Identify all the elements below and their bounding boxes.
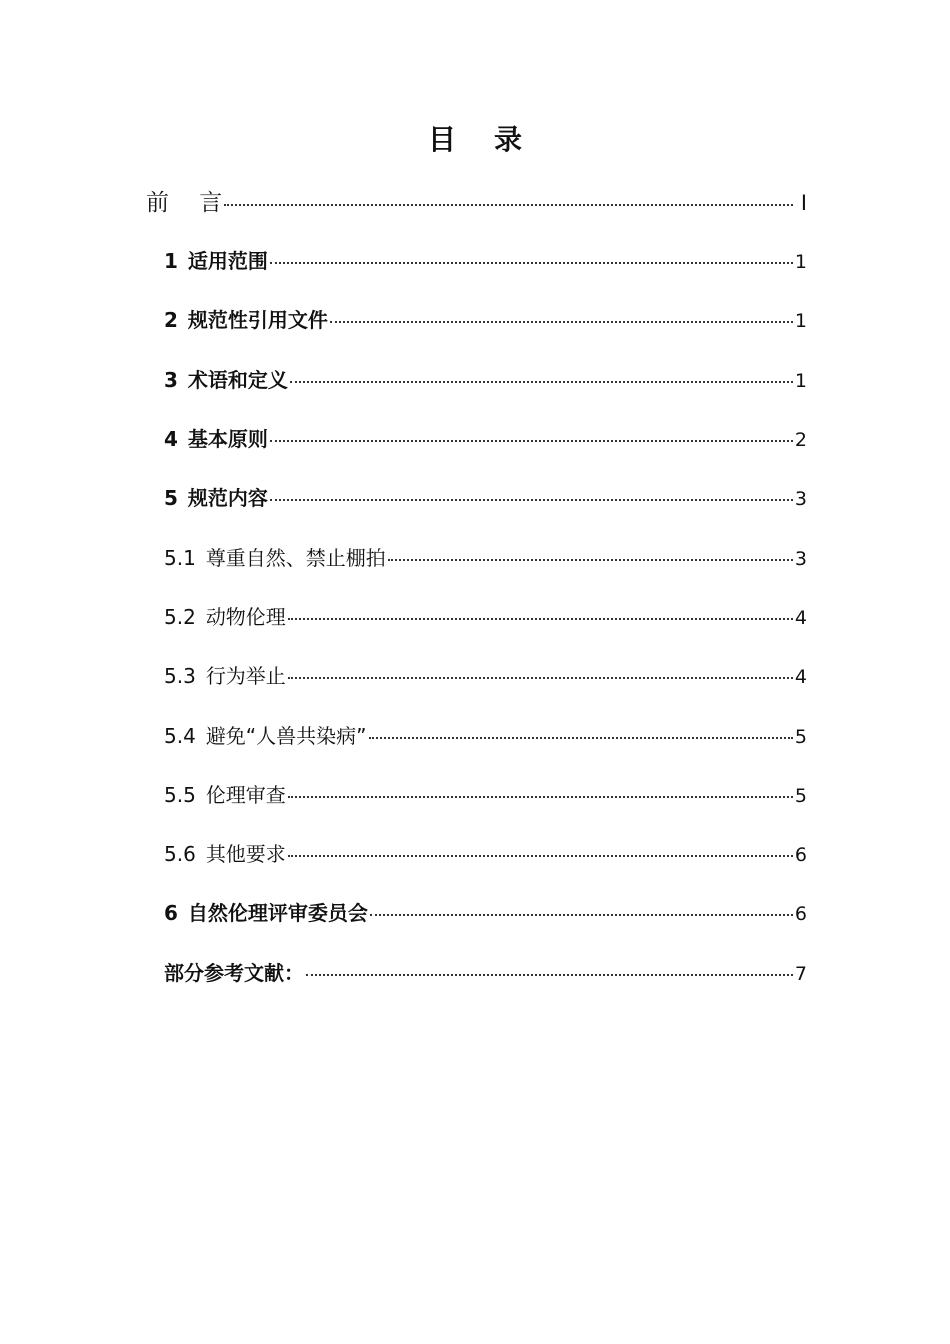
toc-entry-number: 5.6 — [164, 842, 196, 866]
toc-page-number: 2 — [794, 429, 807, 451]
toc-entry-number: 5.1 — [164, 546, 196, 570]
toc-page-number: 6 — [794, 844, 807, 866]
toc-page-number: 5 — [794, 785, 807, 807]
toc-page-number: 3 — [794, 548, 807, 570]
toc-entry-4[interactable] — [164, 423, 807, 452]
toc-entry-number: 4 — [164, 427, 178, 451]
title-char-2: 录 — [494, 123, 523, 156]
toc-entry-label: 自然伦理评审委员会 — [187, 901, 368, 925]
toc-page-number: 7 — [794, 963, 807, 985]
toc-entry-label: 避免“人兽共染病” — [205, 724, 367, 748]
toc-page-number: 1 — [794, 310, 807, 332]
toc-entry-label: 部分参考文献： — [164, 961, 304, 985]
toc-page-number: 6 — [794, 903, 807, 925]
toc-entry-5-3[interactable] — [164, 660, 807, 689]
toc-entry-5-6[interactable] — [164, 838, 807, 867]
toc-entry-label: 行为举止 — [205, 664, 286, 688]
toc-entry-number: 1 — [164, 249, 178, 273]
toc-entry-5-5[interactable] — [164, 779, 807, 808]
toc-entry-1[interactable] — [164, 245, 807, 274]
toc-entry-5[interactable] — [164, 482, 807, 511]
toc-entry-preface[interactable] — [146, 184, 807, 217]
toc-entry-label: 术语和定义 — [187, 368, 288, 392]
toc-page-number: 4 — [794, 666, 807, 688]
toc-entry-label: 适用范围 — [187, 249, 268, 273]
dot-leader — [224, 204, 793, 206]
toc-entry-number: 6 — [164, 901, 178, 925]
toc-entry-number: 5 — [164, 486, 178, 510]
dot-leader — [330, 321, 793, 323]
toc-entry-number: 5.3 — [164, 664, 196, 688]
dot-leader — [370, 914, 793, 916]
dot-leader — [288, 618, 793, 620]
toc-entry-label: 规范内容 — [187, 486, 268, 510]
toc-entry-5-1[interactable] — [164, 542, 807, 571]
toc-entry-label: 规范性引用文件 — [187, 308, 328, 332]
toc-entry-number: 5.4 — [164, 724, 196, 748]
toc-entry-number: 5.2 — [164, 605, 196, 629]
toc-entry-2[interactable] — [164, 304, 807, 333]
page-title — [0, 118, 950, 158]
toc-entry-label: 基本原则 — [187, 427, 268, 451]
toc-entry-5-4[interactable] — [164, 720, 807, 749]
dot-leader — [288, 796, 793, 798]
toc-page-number: 1 — [794, 251, 807, 273]
dot-leader — [290, 381, 793, 383]
toc-page-number: 3 — [794, 488, 807, 510]
toc-page-number: 5 — [794, 726, 807, 748]
toc-entry-3[interactable] — [164, 364, 807, 393]
dot-leader — [288, 855, 793, 857]
toc-entry-number: 3 — [164, 368, 178, 392]
toc-entry-label: 前 言 — [146, 190, 223, 216]
dot-leader — [369, 737, 793, 739]
toc-page-number: 4 — [794, 607, 807, 629]
toc-entry-label: 尊重自然、禁止棚拍 — [205, 546, 386, 570]
toc-entry-references[interactable] — [164, 957, 807, 986]
toc-entry-label: 其他要求 — [205, 842, 286, 866]
dot-leader — [388, 559, 793, 561]
toc-entry-5-2[interactable] — [164, 601, 807, 630]
dot-leader — [270, 440, 793, 442]
toc-entry-number: 2 — [164, 308, 178, 332]
dot-leader — [270, 262, 793, 264]
toc-entry-label: 伦理审查 — [205, 783, 286, 807]
dot-leader — [306, 974, 793, 976]
toc-page-number: I — [800, 190, 807, 215]
toc-entry-6[interactable] — [164, 897, 807, 926]
title-char-1: 目 — [427, 123, 456, 156]
dot-leader — [270, 499, 793, 501]
toc-page-number: 1 — [794, 370, 807, 392]
toc-entry-label: 动物伦理 — [205, 605, 286, 629]
dot-leader — [288, 677, 793, 679]
toc-entry-number: 5.5 — [164, 783, 196, 807]
